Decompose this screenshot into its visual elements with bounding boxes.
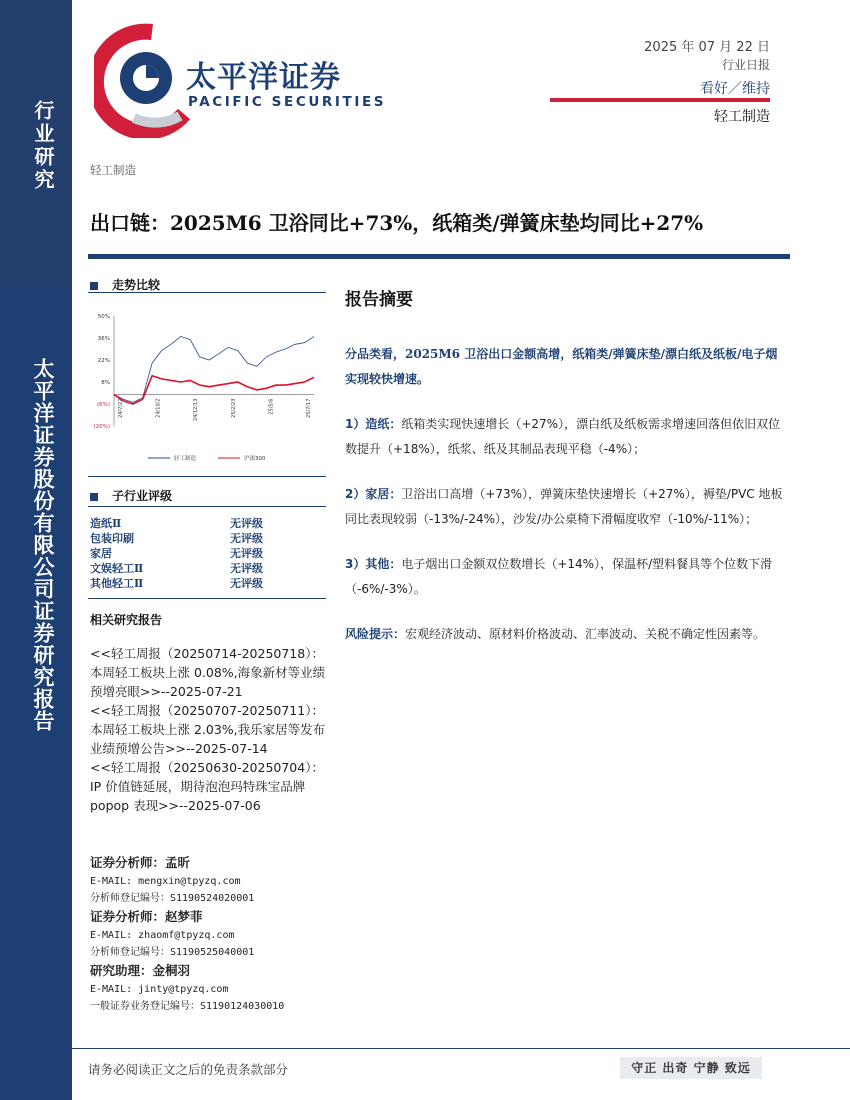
- related-report-link[interactable]: <<轻工周报（20250630-20250704）：IP 价值链延展，期待泡泡玛特珠宝品牌 popop 表现>>--2025-07-06: [90, 760, 324, 813]
- home-label: 2）家居：: [345, 487, 402, 501]
- summary-body: [345, 342, 785, 667]
- table-row: [90, 561, 326, 576]
- analyst-name: 研究助理：金桐羽: [90, 963, 191, 978]
- y-tick-label: (6%): [96, 402, 110, 408]
- sub-industry-name: 包装印刷: [90, 532, 134, 545]
- title-divider: [88, 254, 790, 259]
- sidebar-category: 行业研究: [31, 100, 55, 192]
- summary-other: [345, 552, 785, 602]
- header-divider: [550, 98, 770, 102]
- sub-ratings-table: [90, 516, 326, 591]
- y-tick-label: 22%: [97, 358, 110, 364]
- section-divider: [88, 506, 326, 507]
- x-tick-label: 24/7/22: [118, 398, 124, 418]
- table-row: [90, 516, 326, 531]
- legend-label: 轻工制造: [174, 456, 197, 462]
- analyst-info: [90, 853, 340, 1015]
- legend-label: 沪深300: [244, 456, 266, 462]
- related-reports-heading: 相关研究报告: [90, 613, 163, 627]
- analyst-reg: 一般证券业务登记编号：S1190124030010: [90, 1001, 285, 1012]
- y-tick-label: (20%): [93, 424, 110, 430]
- x-tick-label: 24/12/13: [193, 398, 200, 422]
- report-date: 2025 年 07 月 22 日: [644, 40, 770, 55]
- sub-industry-rating: 无评级: [230, 577, 263, 590]
- sub-ratings-heading: [90, 487, 172, 504]
- trend-heading: [90, 276, 160, 293]
- sub-industry-rating: 无评级: [230, 562, 263, 575]
- summary-lead: 分品类看，2025M6 卫浴出口金额高增，纸箱类/弹簧床垫/漂白纸及纸板/电子烟实现较快增速。: [345, 347, 778, 386]
- series-line-1: [114, 336, 314, 402]
- industry-name: 轻工制造: [714, 109, 770, 125]
- disclaimer-note: 请务必阅读正文之后的免责条款部分: [88, 1062, 289, 1077]
- paper-text: 纸箱类实现快速增长（+27%），漂白纸及纸板需求增速回落但依旧双位数提升（+18%），纸浆、纸及其制品表现平稳（-4%）；: [345, 417, 781, 456]
- summary-heading: 报告摘要: [345, 290, 413, 310]
- analyst-email[interactable]: E-MAIL: zhaomf@tpyzq.com: [90, 930, 235, 941]
- y-tick-label: 50%: [97, 314, 110, 320]
- related-report-link[interactable]: <<轻工周报（20250707-20250711）：本周轻工板块上涨 2.03%,我乐家居等发布业绩预增公告>>--2025-07-14: [90, 703, 326, 756]
- sub-industry-rating: 无评级: [230, 547, 263, 560]
- analyst-name: 证券分析师：孟昕: [90, 855, 191, 870]
- y-tick-label: 36%: [97, 336, 110, 342]
- breadcrumb: 轻工制造: [90, 163, 136, 177]
- square-bullet-icon: [90, 493, 98, 501]
- analyst-reg: 分析师登记编号：S1190524020001: [90, 893, 255, 904]
- series-line-2: [114, 376, 314, 404]
- summary-paper: [345, 412, 785, 462]
- risk-label: 风险提示：: [345, 627, 406, 641]
- risk-text: 宏观经济波动、原材料价格波动、汇率波动、关税不确定性因素等。: [405, 627, 766, 641]
- summary-risk: [345, 622, 785, 647]
- trend-heading-label: 走势比较: [112, 278, 161, 292]
- sub-industry-name: 文娱轻工Ⅱ: [90, 562, 144, 575]
- analyst-reg: 分析师登记编号：S1190525040001: [90, 947, 255, 958]
- related-reports-list: [90, 644, 335, 815]
- sub-industry-name: 其他轻工Ⅱ: [90, 577, 144, 590]
- table-row: [90, 576, 326, 591]
- brand-name-cn: 太平洋证券: [186, 60, 341, 95]
- related-report-link[interactable]: <<轻工周报（20250714-20250718）：本周轻工板块上涨 0.08%,海象新材等业绩预增亮眼>>--2025-07-21: [90, 646, 326, 699]
- summary-home: [345, 482, 785, 532]
- x-tick-label: 25/7/17: [306, 398, 312, 418]
- company-motto: 守正 出奇 宁静 致远: [620, 1057, 762, 1079]
- paper-label: 1）造纸：: [345, 417, 402, 431]
- y-tick-label: 8%: [101, 380, 110, 386]
- x-tick-label: 25/2/23: [230, 398, 237, 418]
- section-divider: [88, 598, 326, 599]
- sub-industry-rating: 无评级: [230, 532, 263, 545]
- square-bullet-icon: [90, 282, 98, 290]
- sub-industry-name: 家居: [90, 547, 112, 560]
- section-divider: [88, 476, 326, 477]
- sub-ratings-heading-label: 子行业评级: [112, 489, 173, 503]
- page-title: 出口链：2025M6 卫浴同比+73%，纸箱类/弹簧床垫均同比+27%: [90, 211, 704, 235]
- section-divider: [88, 292, 326, 293]
- table-row: [90, 546, 326, 561]
- industry-rating: 看好／维持: [700, 81, 770, 97]
- report-type: 行业日报: [721, 58, 770, 72]
- table-row: [90, 531, 326, 546]
- x-tick-label: 25/5/6: [268, 398, 275, 415]
- analyst-email[interactable]: E-MAIL: mengxin@tpyzq.com: [90, 876, 241, 887]
- sidebar-company: 太平洋证券股份有限公司证券研究报告: [31, 358, 56, 732]
- analyst-email[interactable]: E-MAIL: jinty@tpyzq.com: [90, 984, 229, 995]
- other-text: 电子烟出口金额双位数增长（+14%），保温杯/塑料餐具等个位数下滑（-6%/-3%）。: [345, 557, 773, 596]
- other-label: 3）其他：: [345, 557, 402, 571]
- trend-chart: [88, 302, 326, 472]
- sub-industry-rating: 无评级: [230, 517, 263, 530]
- x-tick-label: 24/10/2: [155, 398, 162, 418]
- home-text: 卫浴出口高增（+73%），弹簧床垫快速增长（+27%），褥垫/PVC 地板同比表现较弱（-13%/-24%），沙发/办公桌椅下滑幅度收窄（-10%/-11%）；: [345, 487, 783, 526]
- footer-divider: [72, 1048, 850, 1049]
- analyst-name: 证券分析师：赵梦菲: [90, 909, 203, 924]
- brand-name-en: PACIFIC SECURITIES: [188, 94, 387, 110]
- sub-industry-name: 造纸Ⅱ: [90, 517, 122, 530]
